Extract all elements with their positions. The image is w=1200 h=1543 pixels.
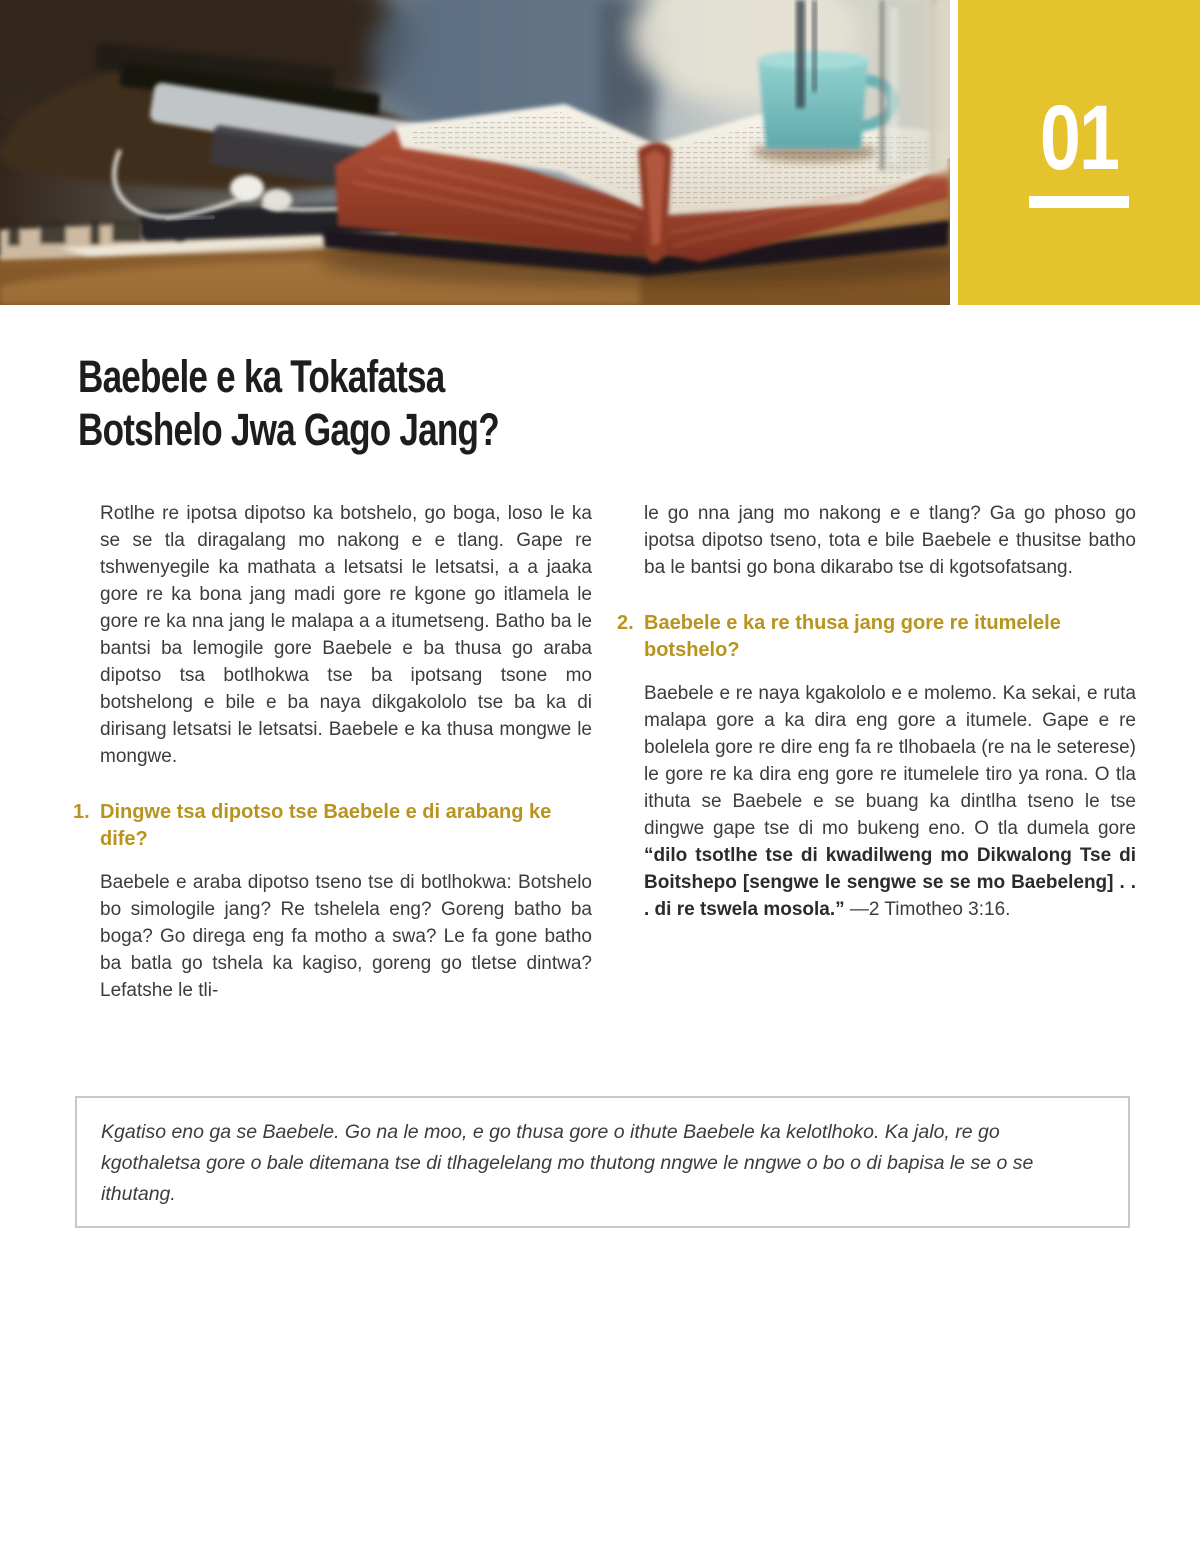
body-paragraph: Baebele e araba dipotso tseno tse di botlhokwa: Botshelo bo simologile jang? Re tshelela eng? Goreng batho ba boga? Go direga eng fa motho a swa? Le fa gone batho ba batla go tshela ka kagiso, goreng go tletse dintwa? Lefatshe le tli-: [100, 872, 592, 1001]
lesson-number-badge: [958, 0, 1200, 305]
earbud: [262, 189, 292, 211]
earbud: [230, 175, 264, 201]
paragraph-text: —2 Timotheo 3:16.: [844, 899, 1011, 920]
header-photo-illustration: [0, 0, 950, 305]
article-columns: [73, 500, 1136, 1004]
page-title: [78, 350, 499, 456]
header-photo-bible-study: [0, 0, 950, 305]
note-box: [75, 1096, 1130, 1228]
question-heading: [73, 799, 592, 853]
question-text: Dingwe tsa dipotso tse Baebele e di arabang ke dife?: [100, 801, 552, 850]
question-heading: [617, 610, 1136, 664]
lesson-number-underline: [1029, 196, 1129, 208]
milk-glass: [928, 0, 950, 175]
page-title-line1: Baebele e ka Tokafatsa: [78, 351, 445, 402]
page-title-line2: Botshelo Jwa Gago Jang?: [78, 404, 499, 455]
body-paragraph: Rotlhe re ipotsa dipotso ka botshelo, go boga, loso le ka se se tla diragalang mo nakong e e tlang. Gape re tshwenyegile ka mathata a letsatsi le letsatsi, a a jaaka gore re ka bona jang madi gore re kgone go itlamela le gore re ka nna jang le malapa a a itumetseng. Batho ba le bantsi ba lemogile gore Baebele e ba thusa go araba dipotso tsa botlhokwa tse ba ipotsang tsone mo botshelong e bile e ba naya dikgakololo tse ba ka di dirisang letsatsi le letsatsi. Baebele e ka thusa mongwe le mongwe.: [100, 503, 592, 767]
scripture-quote: “dilo tsotlhe tse di kwadilweng mo Dikwalong Tse di Boitshepo [sengwe le sengwe se se mo Baebeleng] . . . di re tswela mosola.”: [644, 845, 1136, 920]
body-paragraph: le go nna jang mo nakong e e tlang? Ga go phoso go ipotsa dipotso tseno, tota e bile Baebele e thusitse batho ba le bantsi go bona dikarabo tse di kgotsofatsang.: [644, 503, 1136, 578]
body-paragraph: [644, 680, 1136, 923]
column-right: [617, 500, 1136, 1004]
note-text: Kgatiso eno ga se Baebele. Go na le moo, e go thusa gore o ithute Baebele ka kelotlhoko. Ka jalo, re go kgothaletsa gore o bale ditemana tse di tlhagelelang mo thutong nngwe le nngwe o bo o di bapisa le se o se ithutang.: [101, 1121, 1034, 1205]
column-left: [73, 500, 592, 1004]
lesson-number: 01: [1039, 87, 1119, 190]
question-number: 1.: [73, 801, 90, 823]
paragraph-text: Baebele e re naya kgakololo e e molemo. Ka sekai, e ruta malapa gore a ka dira eng gore a itumele. Gape e re bolelela gore re dire eng fa re tlhobaela (re na le seterese) le gore re ka dira eng gore re itumelele tiro ya rona. O tla ithuta se Baebele e se buang ka dintlha tseno le tse dingwe gape tse di mo bukeng eno. O tla dumela gore: [644, 683, 1136, 839]
question-text: Baebele e ka re thusa jang gore re itumelele botshelo?: [644, 612, 1061, 661]
question-number: 2.: [617, 612, 634, 634]
